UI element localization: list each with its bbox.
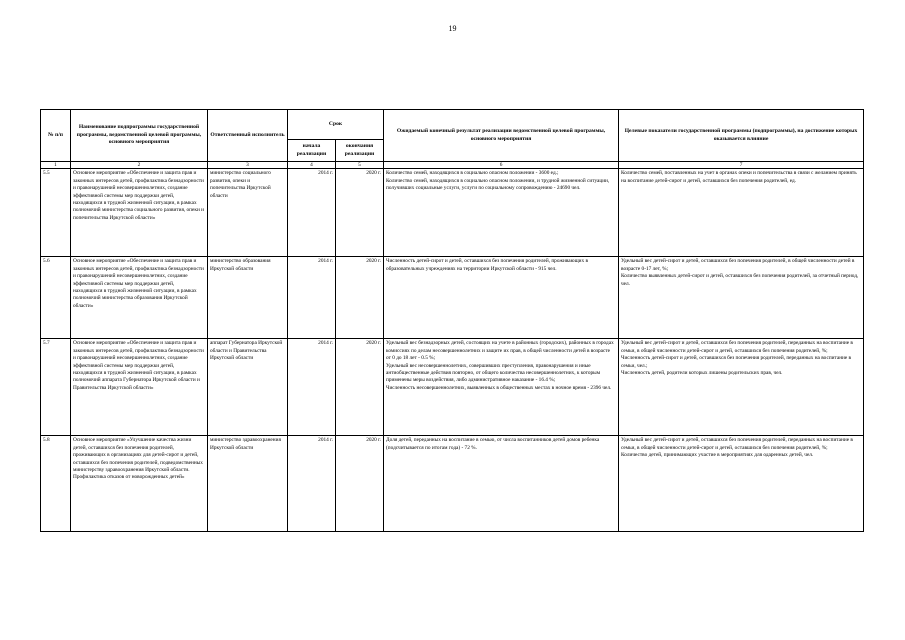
row-end: 2020 г.: [336, 436, 384, 532]
row-indicators: Удельный вес детей-сирот и детей, оставшихся без попечения родителей, в общей численности детей в возрасте 0-17 лет, %; Количество выявленных детей-сирот и детей, оставшихся без попечения родителей, за отчетный период, чел.: [619, 257, 864, 339]
row-start: 2014 г.: [288, 436, 336, 532]
table-row: [41, 169, 864, 257]
row-start: 2014 г.: [288, 339, 336, 436]
column-number: 2: [71, 162, 208, 169]
row-executor: министерство социального развития, опеки и попечительства Иркутской области: [208, 169, 288, 257]
page-number: 19: [448, 24, 457, 33]
header-result: Ожидаемый конечный результат реализации ведомственной целевой программы, основного мероприятия: [384, 110, 619, 162]
row-number: 5.5: [41, 169, 71, 257]
row-executor: министерство образования Иркутской области: [208, 257, 288, 339]
row-executor: аппарат Губернатора Иркутской области и Правительства Иркутской области: [208, 339, 288, 436]
header-name: Наименование подпрограммы государственной программы, ведомственной целевой программы, основного мероприятия: [71, 110, 208, 162]
row-indicators: Количество семей, поставленных на учет в органах опеки и попечительства в связи с желанием принять на воспитание детей-сирот и детей, оставшихся без попечения родителей, ед.: [619, 169, 864, 257]
row-result: Численность детей-сирот и детей, оставшихся без попечения родителей, проживающих в образовательных учреждениях на территории Иркутской области - 915 чел.: [384, 257, 619, 339]
row-end: 2020 г.: [336, 339, 384, 436]
header-start: начала реализации: [288, 140, 336, 162]
row-indicators: Удельный вес детей-сирот и детей, оставшихся без попечения родителей, переданных на воспитание в семьи, в общей численности детей-сирот и детей, оставшихся без попечения родителей, %; Численность детей-сирот и детей, оставшихся без попечения родителей, переданных на воспитание в семьи, чел.; Численность детей, родители которых лишены родительских прав, чел.: [619, 339, 864, 436]
row-name: Основное мероприятие «Обеспечение и защита прав и законных интересов детей, профилактика безнадзорности и правонарушений несовершеннолетних, создание эффективной системы мер поддержки детей, находящихся в трудной жизненной ситуации, в рамках полномочий министерства социального развития, опеки и попечительства Иркутской области»: [71, 169, 208, 257]
table-row: [41, 436, 864, 532]
row-number: 5.6: [41, 257, 71, 339]
table-row: [41, 257, 864, 339]
row-start: 2014 г.: [288, 257, 336, 339]
column-number: 3: [208, 162, 288, 169]
row-indicators: Удельный вес детей-сирот и детей, оставшихся без попечения родителей, переданных на воспитание в семьи, в общей численности детей-сирот и детей, оставшихся без попечения родителей, %; Количество детей, принимающих участие в мероприятиях для одаренных детей, чел.: [619, 436, 864, 532]
column-number: 6: [384, 162, 619, 169]
column-number: 7: [619, 162, 864, 169]
row-result: Доля детей, переданных на воспитание в семью, от числа воспитанников детей домов ребенка (подсчитывается по итогам года) - 72 %.: [384, 436, 619, 532]
row-executor: министерство здравоохранения Иркутской области: [208, 436, 288, 532]
row-name: Основное мероприятие «Обеспечение и защита прав и законных интересов детей, профилактика безнадзорности и правонарушений несовершеннолетних, создание эффективной системы мер поддержки детей, находящихся в трудной жизненной ситуации, в рамках полномочий аппарата Губернатора Иркутской области и Правительства Иркутской области»: [71, 339, 208, 436]
row-start: 2014 г.: [288, 169, 336, 257]
header-num: № п/п: [41, 110, 71, 162]
table-row: [41, 339, 864, 436]
row-number: 5.8: [41, 436, 71, 532]
column-number-row: [41, 162, 864, 169]
row-result: Удельный вес безнадзорных детей, состоящих на учете в районных (городских), районных в городах комиссиях по делам несовершеннолетних и защите их прав, в общей численности детей в возрасте от 0 до 18 лет - 0.5 %; Удельный вес несовершеннолетних, совершивших преступления, правонарушения и иные антиобщественные действия повторно, от общего количества несовершеннолетних, к которым применены меры воздействия, либо административное наказание - 16.4 %; Численность несовершеннолетних, выявленных в общественных местах в ночное время - 2396 чел.: [384, 339, 619, 436]
program-table: [40, 109, 864, 532]
row-name: Основное мероприятие «Улучшение качества жизни детей, оставшихся без попечения родителей, проживающих в организациях для детей-сирот и детей, оставшихся без попечения родителей, подведомственных министерству здравоохранения Иркутской области. Профилактика отказов от новорожденных детей»: [71, 436, 208, 532]
row-name: Основное мероприятие «Обеспечение и защита прав и законных интересов детей, профилактика безнадзорности и правонарушений несовершеннолетних, создание эффективной системы мер поддержки детей, находящихся в трудной жизненной ситуации, в рамках полномочий министерства образования Иркутской области»: [71, 257, 208, 339]
column-number: 5: [336, 162, 384, 169]
header-end: окончания реализации: [336, 140, 384, 162]
row-end: 2020 г.: [336, 257, 384, 339]
header-indicators: Целевые показатели государственной программы (подпрограммы), на достижение которых оказывается влияние: [619, 110, 864, 162]
row-end: 2020 г.: [336, 169, 384, 257]
column-number: 1: [41, 162, 71, 169]
column-number: 4: [288, 162, 336, 169]
header-executor: Ответственный исполнитель: [208, 110, 288, 162]
row-result: Количество семей, находящихся в социально опасном положении - 3600 ед.; Количество семей, находящихся в социально опасном положении, и трудной жизненной ситуации, получивших социальные услуги, услуги по социальному сопровождению - 24690 чел.: [384, 169, 619, 257]
row-number: 5.7: [41, 339, 71, 436]
header-term: Срок: [288, 110, 384, 140]
